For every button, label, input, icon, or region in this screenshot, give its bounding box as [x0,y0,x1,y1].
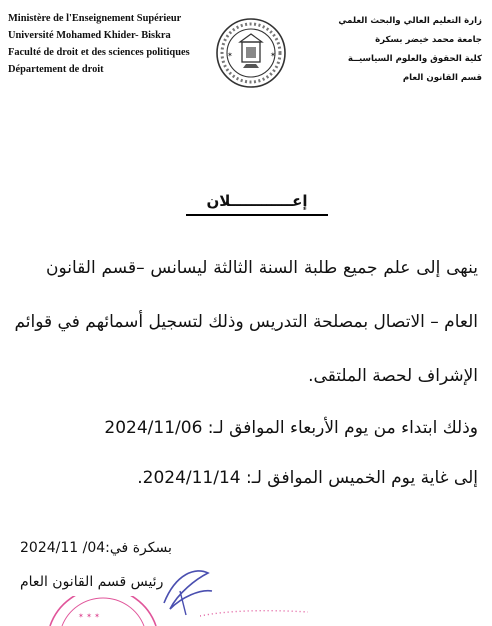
footer-signatory: رئيس قسم القانون العام [20,574,164,590]
body-line-5: إلى غاية يوم الخميس الموافق لـ: 2024/11/14. [137,468,478,488]
stamp-dots [200,604,310,618]
footer-date: بسكرة في:04/ 2024/11 [20,540,172,556]
university-seal-icon [215,17,287,89]
header-arabic-line: جامعة محمد خيضر بسكرة [375,35,482,45]
header-french [8,10,198,78]
announcement-title: إعــــــــــــلان [206,192,308,210]
header-french-line: Université Mohamed Khider- Biskra [8,30,171,41]
svg-text:✶ ✶ ✶: ✶ ✶ ✶ [78,612,101,620]
body-line-2: العام – الاتصال بمصلحة التدريس وذلك لتسجيل أسمائهم في قوائم [14,312,478,332]
header-arabic-line: كلية الحقوق والعلوم السياسيــة [347,54,482,64]
header-arabic [332,12,482,88]
title-underline [186,214,328,216]
header-french-line: Faculté de droit et des sciences politiques [8,47,190,58]
svg-text:✶: ✶ [227,51,233,59]
announcement-title-box [184,188,330,218]
body-line-3: الإشراف لحصة الملتقى. [308,366,478,386]
body-line-1: ينهى إلى علم جميع طلبة السنة الثالثة ليسانس –قسم القانون [46,258,478,278]
header-french-line: Département de droit [8,64,104,75]
header-arabic-line: زارة التعليم العالي والبحث العلمي [338,16,482,26]
header-french-line: Ministère de l'Enseignement Supérieur [8,13,182,24]
header-arabic-line: قسم القانون العام [402,73,482,83]
svg-text:✶: ✶ [270,51,276,59]
body-line-4: وذلك ابتداء من يوم الأربعاء الموافق لـ: 2024/11/06 [104,418,478,438]
